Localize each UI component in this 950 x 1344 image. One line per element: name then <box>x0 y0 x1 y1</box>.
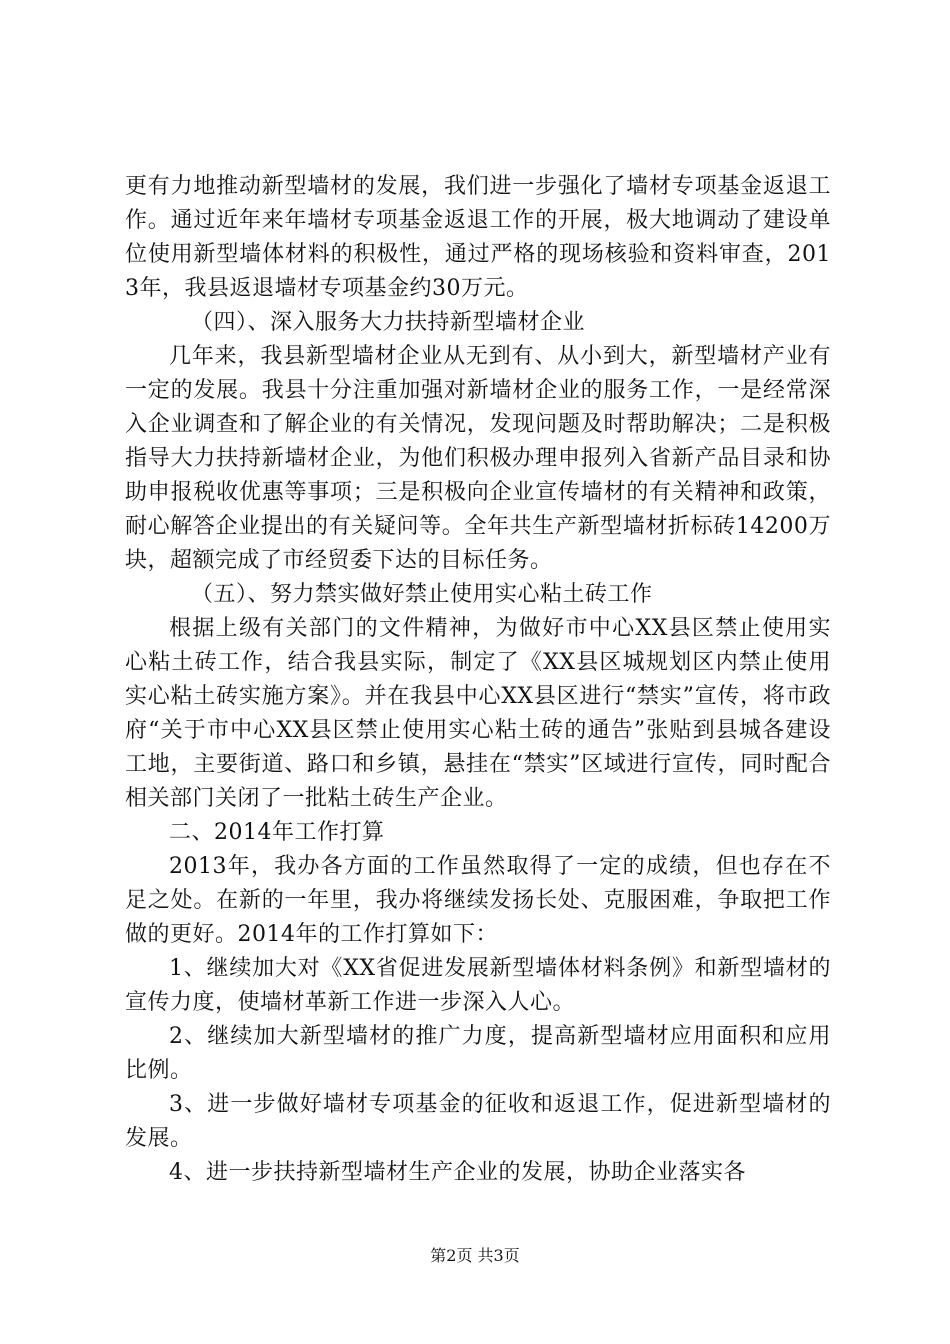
list-item-plan-1: 1、继续加大对《XX省促进发展新型墙体材料条例》和新型墙材的宣传力度，使墙材革新工作进一步深入人心。 <box>125 956 831 1015</box>
list-item-plan-4: 4、进一步扶持新型墙材生产企业的发展，协助企业落实各 <box>169 1160 746 1185</box>
paragraph-fund-refund: 更有力地推动新型墙材的发展，我们进一步强化了墙材专项基金返退工作。通过近年来年墙材专项基金返退工作的开展，极大地调动了建设单位使用新型墙体材料的积极性，通过严格的现场核验和资料审查，2013年，我县返退墙材专项基金约30万元。 <box>125 174 831 301</box>
paragraph-plan-intro: 2013年，我办各方面的工作虽然取得了一定的成绩，但也存在不足之处。在新的一年里，我办将继续发扬长处、克服困难，争取把工作做的更好。2014年的工作打算如下： <box>125 854 831 947</box>
section-heading-five: （五）、努力禁实做好禁止使用实心粘土砖工作 <box>191 582 653 607</box>
section-heading-plan-2014: 二、2014年工作打算 <box>169 820 385 845</box>
list-item-plan-2: 2、继续加大新型墙材的推广力度，提高新型墙材应用面积和应用比例。 <box>125 1024 831 1083</box>
paragraph-clay-brick-ban: 根据上级有关部门的文件精神，为做好市中心XX县区禁止使用实心粘土砖工作，结合我县实际，制定了《XX县区城规划区内禁止使用实心粘土砖实施方案》。并在我县中心XX县区进行“禁实”宣传，将市政府“关于市中心XX县区禁止使用实心粘土砖的通告”张贴到县城各建设工地，主要街道、路口和乡镇，悬挂在“禁实”区域进行宣传，同时配合相关部门关闭了一批粘土砖生产企业。 <box>125 616 831 811</box>
document-body <box>125 170 831 1190</box>
section-heading-four: （四）、深入服务大力扶持新型墙材企业 <box>191 310 586 335</box>
page-footer: 第2页 共3页 <box>430 1246 520 1265</box>
list-item-plan-3: 3、进一步做好墙材专项基金的征收和返退工作，促进新型墙材的发展。 <box>125 1092 831 1151</box>
paragraph-enterprise-support: 几年来，我县新型墙材企业从无到有、从小到大，新型墙材产业有一定的发展。我县十分注重加强对新墙材企业的服务工作，一是经常深入企业调查和了解企业的有关情况，发现问题及时帮助解决；二是积极指导大力扶持新墙材企业，为他们积极办理申报列入省新产品目录和协助申报税收优惠等事项；三是积极向企业宣传墙材的有关精神和政策，耐心解答企业提出的有关疑问等。全年共生产新型墙材折标砖14200万块，超额完成了市经贸委下达的目标任务。 <box>125 344 831 573</box>
